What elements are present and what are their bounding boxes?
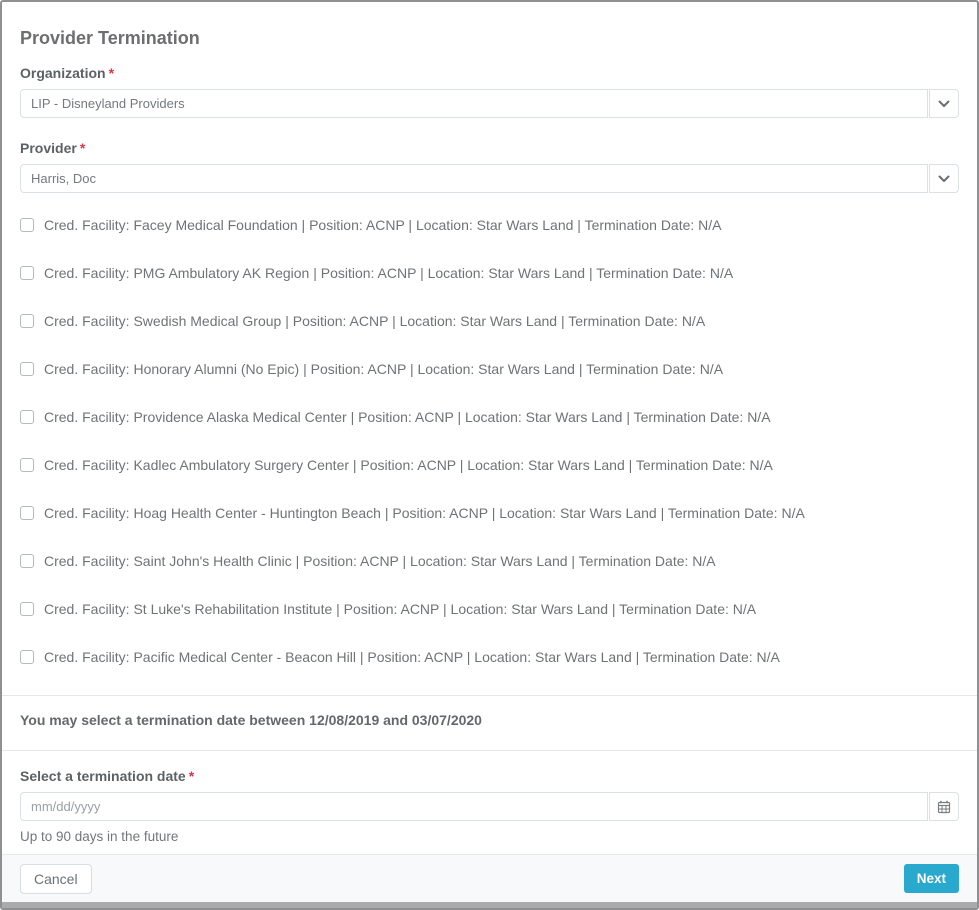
credential-label: Cred. Facility: Saint John's Health Clinic | Position: ACNP | Location: Star Wars Land | Termination Date: N/A <box>44 553 716 569</box>
provider-select-input[interactable] <box>20 164 928 193</box>
credential-label: Cred. Facility: Kadlec Ambulatory Surgery Center | Position: ACNP | Location: Star Wars Land | Termination Date: N/A <box>44 457 773 473</box>
credential-checkbox[interactable] <box>20 506 34 520</box>
date-range-message: You may select a termination date between 12/08/2019 and 03/07/2020 <box>20 712 482 728</box>
termination-date-label-text: Select a termination date <box>20 768 186 784</box>
calendar-icon <box>937 800 951 814</box>
credential-label: Cred. Facility: St Luke's Rehabilitation Institute | Position: ACNP | Location: Star Wars Land | Termination Date: N/A <box>44 601 757 617</box>
credential-checkbox[interactable] <box>20 362 34 376</box>
cancel-button[interactable]: Cancel <box>20 864 92 894</box>
credential-row <box>20 647 959 667</box>
credential-label: Cred. Facility: Swedish Medical Group | Position: ACNP | Location: Star Wars Land | Termination Date: N/A <box>44 313 706 329</box>
credential-checkbox[interactable] <box>20 554 34 568</box>
window-bottom-edge <box>2 902 977 908</box>
organization-required-marker: * <box>108 65 115 81</box>
credential-checkbox[interactable] <box>20 650 34 664</box>
credential-label: Cred. Facility: Honorary Alumni (No Epic) | Position: ACNP | Location: Star Wars Land | Termination Date: N/A <box>44 361 724 377</box>
next-button[interactable]: Next <box>904 864 959 893</box>
page-title: Provider Termination <box>20 28 200 48</box>
credential-checkbox[interactable] <box>20 602 34 616</box>
credential-row <box>20 407 959 427</box>
organization-field <box>2 65 977 118</box>
credential-label: Cred. Facility: Facey Medical Foundation | Position: ACNP | Location: Star Wars Land | Termination Date: N/A <box>44 217 722 233</box>
credential-row <box>20 455 959 475</box>
credential-row <box>20 263 959 283</box>
credential-checkbox[interactable] <box>20 458 34 472</box>
credential-list <box>2 215 977 667</box>
credential-row <box>20 503 959 523</box>
organization-label-text: Organization <box>20 65 106 81</box>
credential-label: Cred. Facility: Pacific Medical Center - Beacon Hill | Position: ACNP | Location: Star Wars Land | Termination Date: N/A <box>44 649 780 665</box>
provider-label-text: Provider <box>20 140 77 156</box>
termination-date-field <box>2 751 977 854</box>
provider-required-marker: * <box>79 140 86 156</box>
credential-label: Cred. Facility: Providence Alaska Medical Center | Position: ACNP | Location: Star Wars Land | Termination Date: N/A <box>44 409 771 425</box>
provider-dropdown-button[interactable] <box>929 164 959 193</box>
credential-checkbox[interactable] <box>20 266 34 280</box>
credential-checkbox[interactable] <box>20 410 34 424</box>
chevron-down-icon <box>938 100 950 108</box>
credential-row <box>20 359 959 379</box>
termination-date-helper: Up to 90 days in the future <box>20 829 179 844</box>
termination-date-required-marker: * <box>188 768 195 784</box>
credential-row <box>20 215 959 235</box>
termination-date-label <box>20 768 959 784</box>
chevron-down-icon <box>938 175 950 183</box>
credential-row <box>20 311 959 331</box>
provider-field <box>2 140 977 193</box>
credential-row <box>20 551 959 571</box>
organization-label <box>20 65 959 81</box>
footer-bar <box>2 854 977 902</box>
main-content <box>2 2 977 854</box>
credential-label: Cred. Facility: PMG Ambulatory AK Region | Position: ACNP | Location: Star Wars Land | Termination Date: N/A <box>44 265 734 281</box>
organization-dropdown-button[interactable] <box>929 89 959 118</box>
credential-checkbox[interactable] <box>20 314 34 328</box>
credential-row <box>20 599 959 619</box>
termination-date-input[interactable] <box>20 792 928 821</box>
provider-label <box>20 140 959 156</box>
organization-select-input[interactable] <box>20 89 928 118</box>
calendar-button[interactable] <box>929 792 959 821</box>
credential-checkbox[interactable] <box>20 218 34 232</box>
credential-label: Cred. Facility: Hoag Health Center - Huntington Beach | Position: ACNP | Location: Star Wars Land | Termination Date: N/A <box>44 505 805 521</box>
